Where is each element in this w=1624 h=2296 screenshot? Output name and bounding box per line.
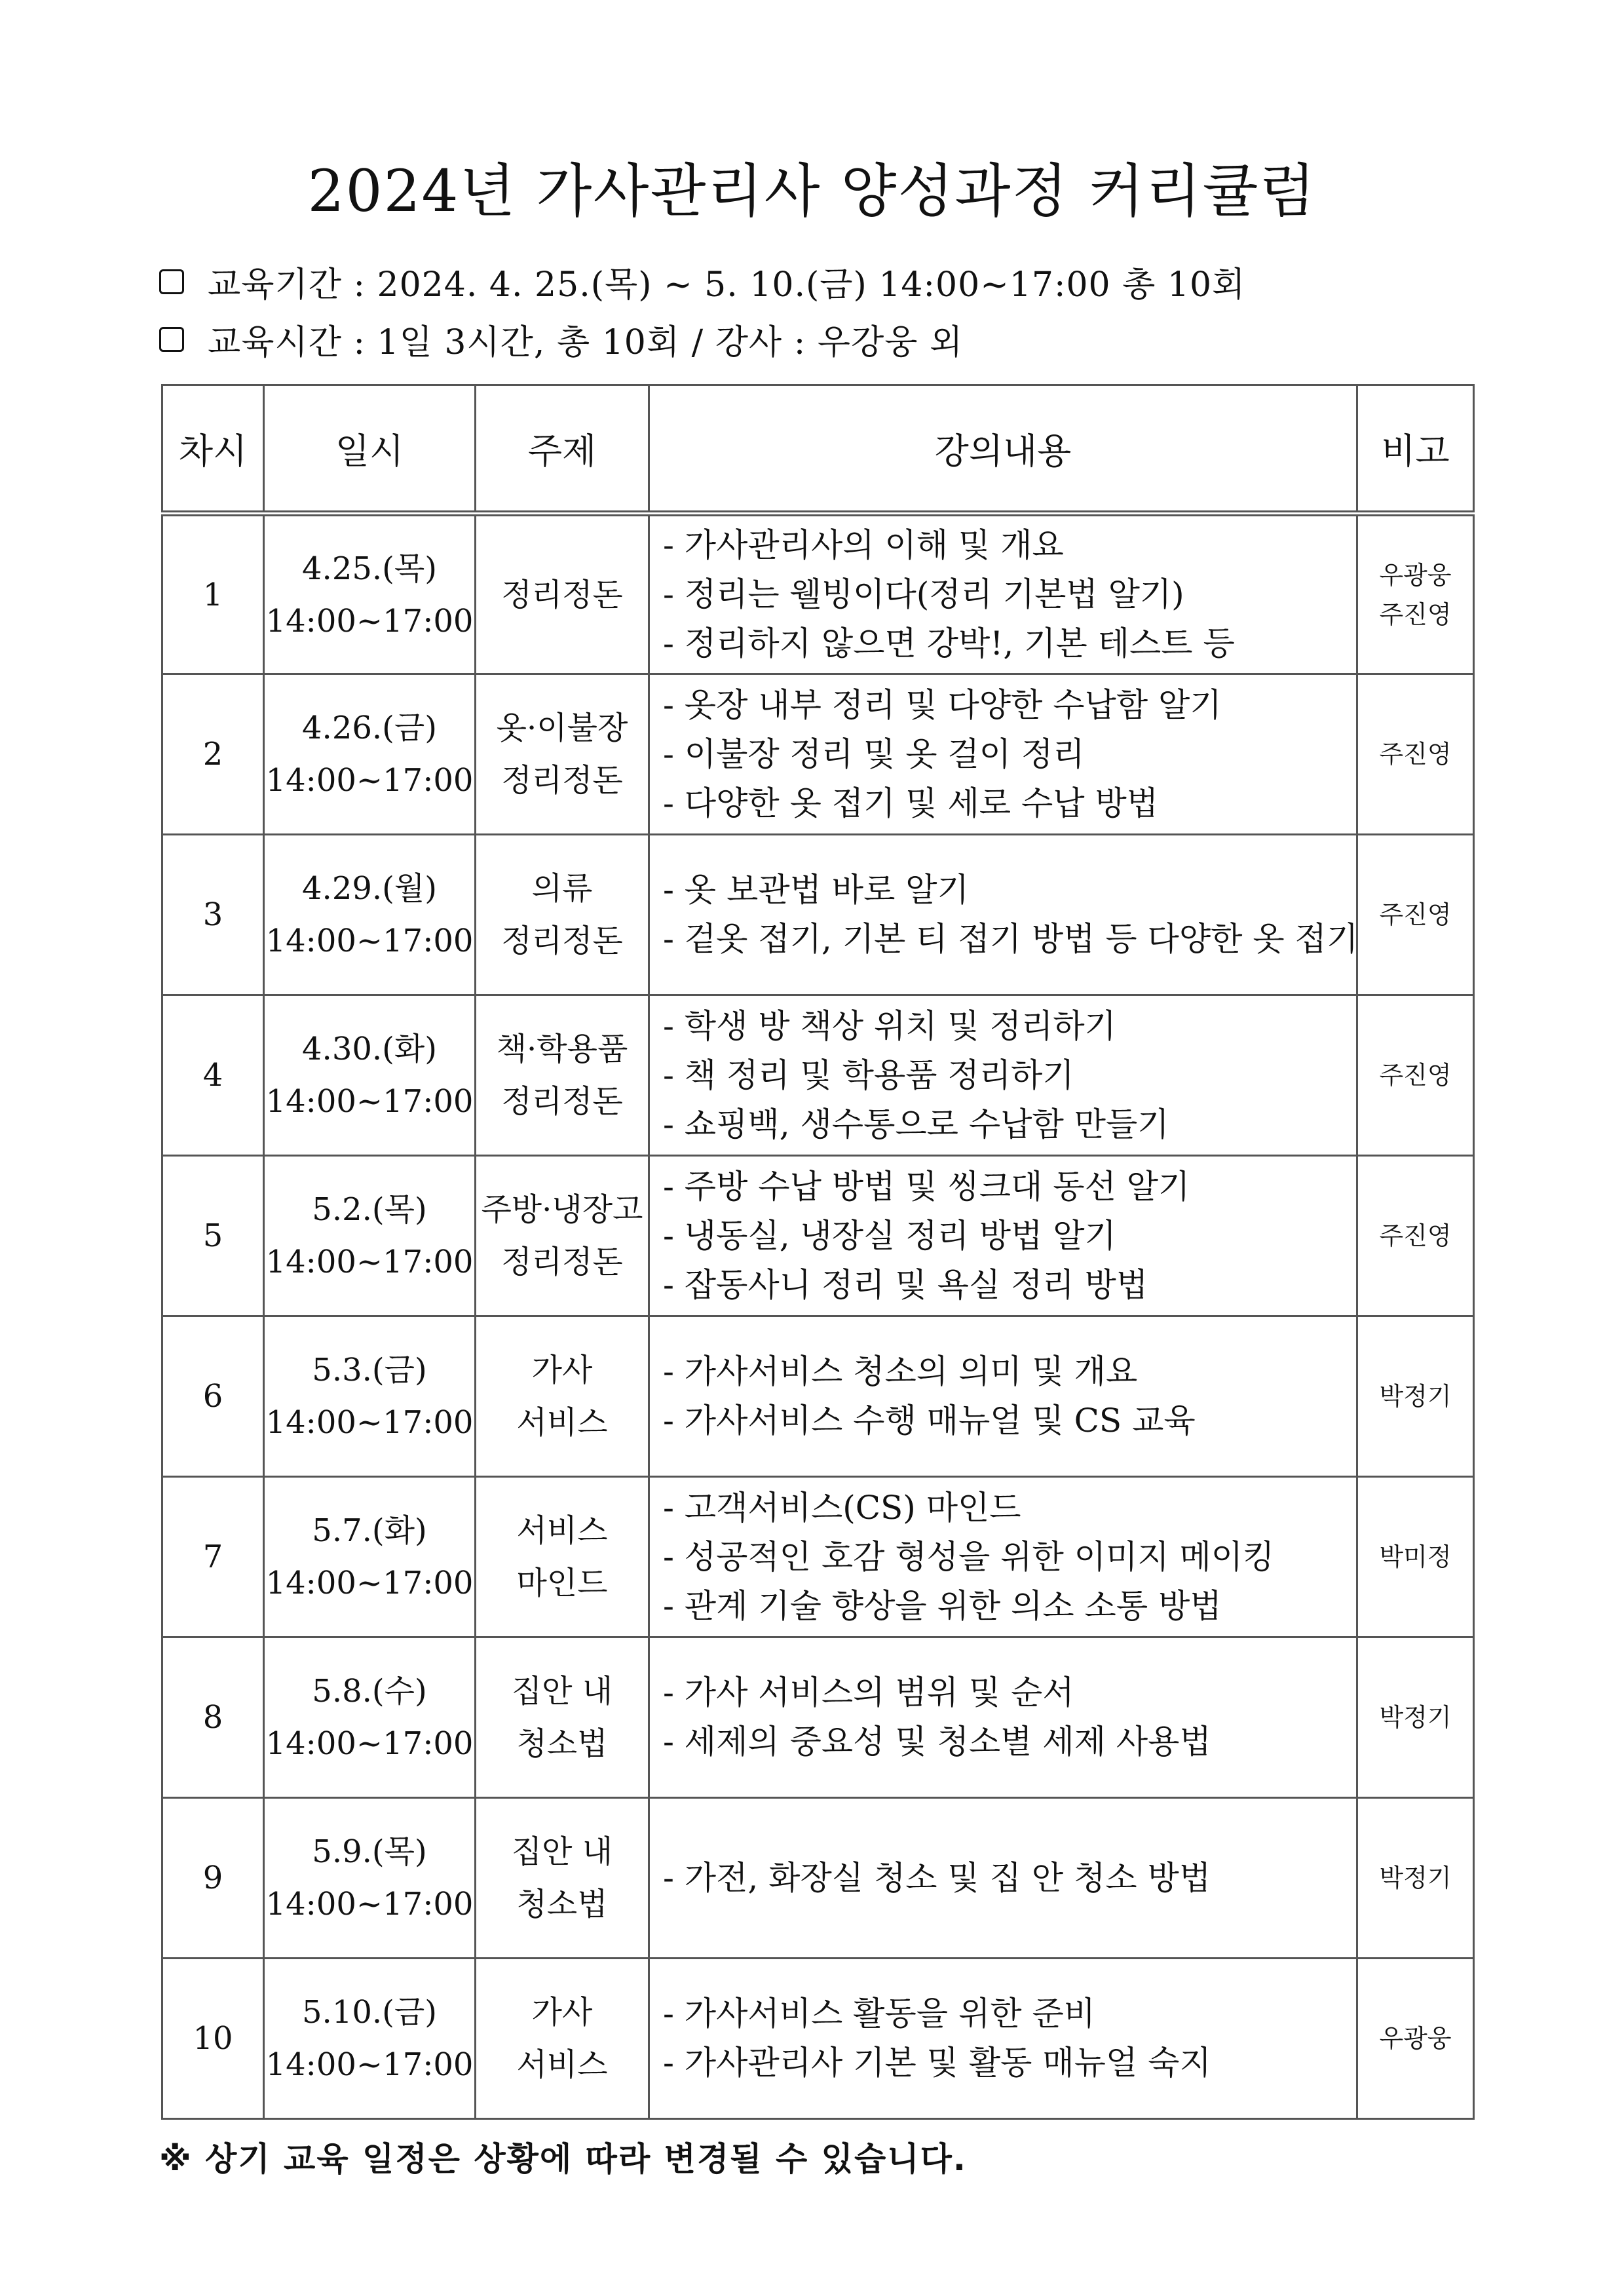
topic-line: 책·학용품 bbox=[496, 1031, 628, 1067]
date-cell bbox=[264, 835, 476, 995]
content-line: - 겉옷 접기, 기본 티 접기 방법 등 다양한 옷 접기 bbox=[663, 920, 1359, 958]
content-line: - 가사서비스 수행 매뉴얼 및 CS 교육 bbox=[663, 1402, 1196, 1440]
date-cell bbox=[264, 995, 476, 1156]
table-row bbox=[162, 835, 1474, 995]
date-line: 5.10.(금) bbox=[302, 1994, 437, 2031]
session-number-cell: 10 bbox=[162, 1959, 264, 2119]
header-date: 일시 bbox=[264, 385, 476, 514]
topic-line: 서비스 bbox=[516, 2046, 608, 2083]
topic-line: 정리정돈 bbox=[501, 923, 623, 959]
page-title: 2024년 가사관리사 양성과정 커리큘럼 bbox=[307, 157, 1317, 225]
date-line: 14:00~17:00 bbox=[265, 1886, 474, 1923]
topic-line: 정리정돈 bbox=[501, 576, 623, 613]
instructor-cell bbox=[1357, 1477, 1474, 1637]
instructor-cell bbox=[1357, 835, 1474, 995]
table-row bbox=[162, 1637, 1474, 1798]
date-cell bbox=[264, 1156, 476, 1316]
topic-line: 정리정돈 bbox=[501, 1083, 623, 1120]
instructor-cell bbox=[1357, 1798, 1474, 1959]
date-cell bbox=[264, 1637, 476, 1798]
date-line: 5.3.(금) bbox=[312, 1352, 427, 1388]
session-number-cell: 2 bbox=[162, 674, 264, 835]
content-line: - 성공적인 호감 형성을 위한 이미지 메이킹 bbox=[663, 1537, 1275, 1576]
topic-cell bbox=[476, 1637, 649, 1798]
table-row bbox=[162, 1798, 1474, 1959]
topic-line: 주방·냉장고 bbox=[481, 1191, 643, 1228]
date-line: 4.29.(월) bbox=[302, 870, 437, 907]
content-cell bbox=[649, 995, 1357, 1156]
date-cell bbox=[264, 1798, 476, 1959]
content-cell bbox=[649, 835, 1357, 995]
date-line: 14:00~17:00 bbox=[265, 2046, 474, 2083]
topic-cell bbox=[476, 1156, 649, 1316]
info-time bbox=[159, 315, 963, 364]
instructor-cell bbox=[1357, 674, 1474, 835]
instructor-name: 우광웅 bbox=[1379, 560, 1452, 590]
topic-cell bbox=[476, 835, 649, 995]
topic-cell bbox=[476, 1316, 649, 1477]
content-line: - 잡동사니 정리 및 욕실 정리 방법 bbox=[663, 1265, 1148, 1304]
table-header-row bbox=[162, 385, 1474, 514]
date-line: 14:00~17:00 bbox=[265, 1404, 474, 1441]
session-number-cell: 4 bbox=[162, 995, 264, 1156]
date-line: 4.25.(목) bbox=[302, 550, 437, 587]
content-line: - 가전, 화장실 청소 및 집 안 청소 방법 bbox=[663, 1858, 1211, 1897]
session-number-cell: 8 bbox=[162, 1637, 264, 1798]
content-line: - 가사 서비스의 범위 및 순서 bbox=[663, 1674, 1074, 1712]
session-number-cell: 3 bbox=[162, 835, 264, 995]
content-line: - 옷 보관법 바로 알기 bbox=[663, 871, 969, 909]
table-row bbox=[162, 1156, 1474, 1316]
topic-cell bbox=[476, 1798, 649, 1959]
date-line: 14:00~17:00 bbox=[265, 1725, 474, 1762]
info-period-text: 교육기간 : 2024. 4. 25.(목) ~ 5. 10.(금) 14:00~17:00 총 10회 bbox=[208, 265, 1246, 305]
topic-line: 의류 bbox=[531, 870, 593, 907]
date-line: 14:00~17:00 bbox=[265, 762, 474, 799]
date-cell bbox=[264, 1316, 476, 1477]
date-line: 4.30.(화) bbox=[302, 1031, 437, 1067]
checkbox-square-icon bbox=[159, 269, 184, 294]
instructor-name: 우광웅 bbox=[1379, 2024, 1452, 2053]
instructor-name: 박미정 bbox=[1379, 1542, 1452, 1571]
table-body bbox=[162, 514, 1474, 2119]
date-line: 14:00~17:00 bbox=[265, 923, 474, 959]
table-row bbox=[162, 514, 1474, 674]
topic-line: 집안 내 bbox=[511, 1833, 613, 1870]
instructor-cell bbox=[1357, 1316, 1474, 1477]
instructor-cell bbox=[1357, 1637, 1474, 1798]
content-cell bbox=[649, 1637, 1357, 1798]
content-cell bbox=[649, 674, 1357, 835]
date-cell bbox=[264, 1959, 476, 2119]
instructor-name: 주진영 bbox=[1379, 1061, 1452, 1090]
content-line: - 책 정리 및 학용품 정리하기 bbox=[663, 1056, 1074, 1094]
date-line: 5.7.(화) bbox=[312, 1512, 427, 1549]
instructor-cell bbox=[1357, 1156, 1474, 1316]
content-line: - 관계 기술 향상을 위한 의소 소통 방법 bbox=[663, 1586, 1222, 1625]
table-row bbox=[162, 1477, 1474, 1637]
date-line: 5.2.(목) bbox=[312, 1191, 427, 1228]
content-line: - 냉동실, 냉장실 정리 방법 알기 bbox=[663, 1216, 1116, 1255]
info-period bbox=[159, 257, 1245, 306]
content-line: - 다양한 옷 접기 및 세로 수납 방법 bbox=[663, 784, 1159, 822]
topic-cell bbox=[476, 514, 649, 674]
content-line: - 가사관리사 기본 및 활동 매뉴얼 숙지 bbox=[663, 2044, 1211, 2082]
content-line: - 고객서비스(CS) 마인드 bbox=[663, 1488, 1021, 1527]
topic-cell bbox=[476, 1959, 649, 2119]
footnote: ※ 상기 교육 일정은 상황에 따라 변경될 수 있습니다. bbox=[159, 2140, 967, 2178]
topic-line: 집안 내 bbox=[511, 1673, 613, 1710]
date-line: 14:00~17:00 bbox=[265, 1565, 474, 1601]
topic-line: 서비스 bbox=[516, 1512, 608, 1549]
instructor-name: 박정기 bbox=[1379, 1703, 1452, 1732]
topic-line: 정리정돈 bbox=[501, 1244, 623, 1280]
session-number-cell: 5 bbox=[162, 1156, 264, 1316]
date-line: 5.9.(목) bbox=[312, 1833, 427, 1870]
content-line: - 가사관리사의 이해 및 개요 bbox=[663, 526, 1064, 564]
instructor-name: 주진영 bbox=[1379, 600, 1452, 629]
topic-line: 청소법 bbox=[516, 1725, 608, 1762]
instructor-cell bbox=[1357, 1959, 1474, 2119]
table-row bbox=[162, 995, 1474, 1156]
header-note: 비고 bbox=[1357, 385, 1474, 514]
content-line: - 세제의 중요성 및 청소별 세제 사용법 bbox=[663, 1723, 1211, 1761]
table-row bbox=[162, 1959, 1474, 2119]
content-cell bbox=[649, 1316, 1357, 1477]
date-cell bbox=[264, 674, 476, 835]
topic-line: 가사 bbox=[531, 1352, 593, 1388]
date-line: 14:00~17:00 bbox=[265, 1083, 474, 1120]
content-line: - 이불장 정리 및 옷 걸이 정리 bbox=[663, 735, 1085, 773]
header-content: 강의내용 bbox=[649, 385, 1357, 514]
content-cell bbox=[649, 1798, 1357, 1959]
topic-cell bbox=[476, 674, 649, 835]
content-line: - 주방 수납 방법 및 씽크대 동선 알기 bbox=[663, 1167, 1190, 1206]
content-line: - 정리는 웰빙이다(정리 기본법 알기) bbox=[663, 575, 1184, 613]
session-number-cell: 7 bbox=[162, 1477, 264, 1637]
table-row bbox=[162, 1316, 1474, 1477]
topic-cell bbox=[476, 995, 649, 1156]
date-line: 14:00~17:00 bbox=[265, 1244, 474, 1280]
topic-line: 정리정돈 bbox=[501, 762, 623, 799]
checkbox-square-icon bbox=[159, 327, 184, 352]
session-number-cell: 6 bbox=[162, 1316, 264, 1477]
table-row bbox=[162, 674, 1474, 835]
date-line: 5.8.(수) bbox=[312, 1673, 427, 1710]
topic-line: 옷·이불장 bbox=[496, 710, 628, 746]
content-line: - 옷장 내부 정리 및 다양한 수납함 알기 bbox=[663, 685, 1222, 724]
session-number-cell: 9 bbox=[162, 1798, 264, 1959]
content-cell bbox=[649, 514, 1357, 674]
instructor-name: 박정기 bbox=[1379, 1382, 1452, 1411]
instructor-name: 주진영 bbox=[1379, 900, 1452, 929]
content-cell bbox=[649, 1959, 1357, 2119]
instructor-cell bbox=[1357, 514, 1474, 674]
instructor-cell bbox=[1357, 995, 1474, 1156]
content-line: - 쇼핑백, 생수통으로 수납함 만들기 bbox=[663, 1105, 1169, 1143]
topic-line: 가사 bbox=[531, 1994, 593, 2031]
date-line: 14:00~17:00 bbox=[265, 602, 474, 640]
topic-line: 청소법 bbox=[516, 1886, 608, 1923]
content-line: - 정리하지 않으면 강박!, 기본 테스트 등 bbox=[663, 624, 1235, 662]
header-topic: 주제 bbox=[476, 385, 649, 514]
info-time-text: 교육시간 : 1일 3시간, 총 10회 / 강사 : 우강웅 외 bbox=[208, 323, 964, 362]
content-cell bbox=[649, 1477, 1357, 1637]
header-session: 차시 bbox=[162, 385, 264, 514]
curriculum-table bbox=[161, 384, 1475, 2120]
date-line: 4.26.(금) bbox=[302, 710, 437, 746]
date-cell bbox=[264, 1477, 476, 1637]
content-line: - 가사서비스 활동을 위한 준비 bbox=[663, 1995, 1096, 2033]
content-line: - 학생 방 책상 위치 및 정리하기 bbox=[663, 1006, 1116, 1045]
instructor-name: 주진영 bbox=[1379, 1221, 1452, 1250]
topic-line: 서비스 bbox=[516, 1404, 608, 1441]
topic-cell bbox=[476, 1477, 649, 1637]
instructor-name: 주진영 bbox=[1379, 740, 1452, 769]
instructor-name: 박정기 bbox=[1379, 1864, 1452, 1892]
content-line: - 가사서비스 청소의 의미 및 개요 bbox=[663, 1352, 1138, 1390]
session-number-cell: 1 bbox=[162, 514, 264, 674]
content-cell bbox=[649, 1156, 1357, 1316]
topic-line: 마인드 bbox=[516, 1565, 608, 1601]
date-cell bbox=[264, 514, 476, 674]
